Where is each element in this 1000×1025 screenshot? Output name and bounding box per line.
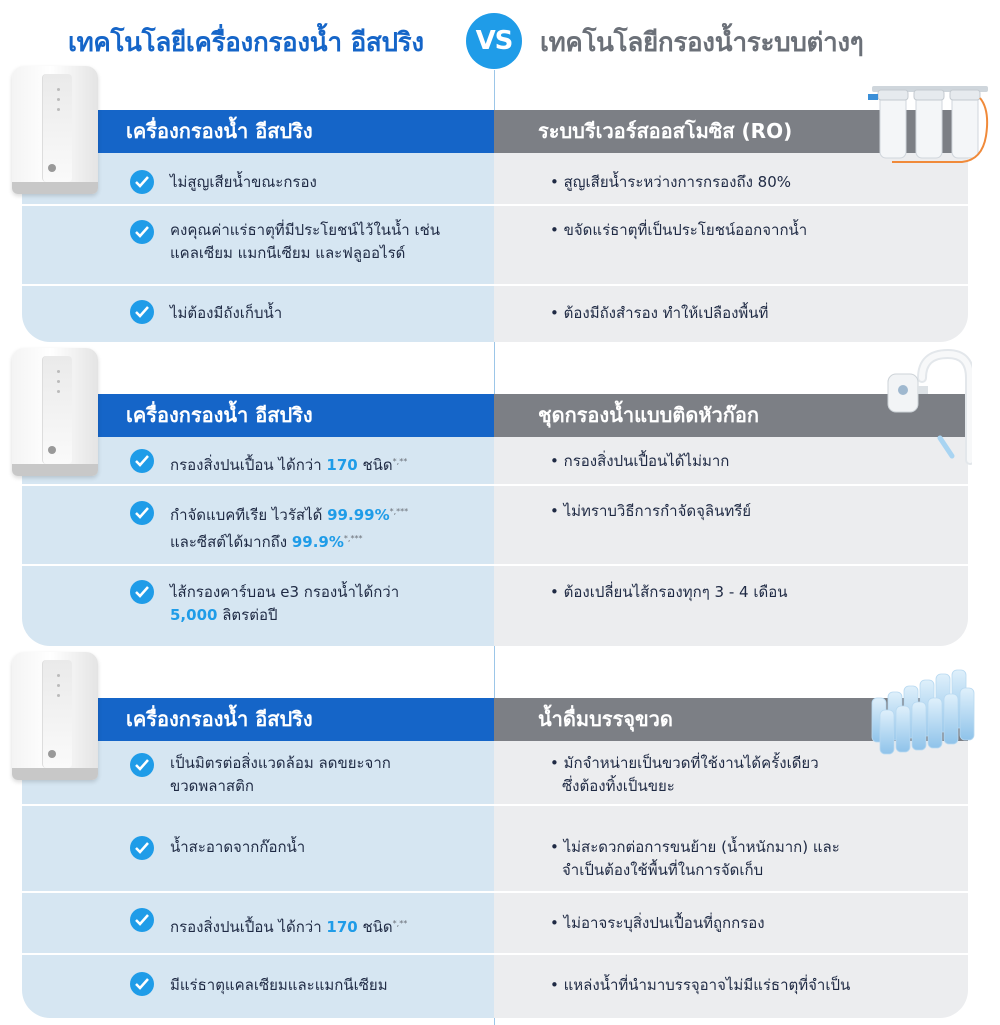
feature-text: ไม่ต้องมีถังเก็บน้ำ — [170, 304, 283, 322]
section-right-band: น้ำดื่มบรรจุขวด — [494, 698, 968, 741]
check-icon — [130, 580, 154, 604]
left-title: เทคโนโลยีเครื่องกรองน้ำ อีสปริง — [68, 28, 424, 58]
check-icon — [130, 972, 154, 996]
feature-text: คงคุณค่าแร่ธาตุที่มีประโยชน์ไว้ในน้ำ เช่น แคลเซียม แมกนีเซียม และฟลูออไรด์ — [170, 221, 441, 262]
section-ro — [22, 118, 968, 342]
espring-purifier-image — [12, 652, 98, 780]
section-bottled-water — [22, 706, 968, 1018]
compare-text: • ขจัดแร่ธาตุที่เป็นประโยชน์ออกจากน้ำ — [550, 221, 808, 239]
compare-text: • ไม่ทราบวิธีการกำจัดจุลินทรีย์ — [550, 502, 752, 520]
espring-purifier-image — [12, 66, 98, 194]
feature-text: กรองสิ่งปนเปื้อน ได้กว่า 170 ชนิด*,** — [170, 456, 408, 474]
compare-text: • ไม่สะดวกต่อการขนย้าย (น้ำหนักมาก) และ จำเป็นต้องใช้พื้นที่ในการจัดเก็บ — [550, 838, 840, 879]
bottled-water-image — [864, 664, 986, 762]
section-right-band: ชุดกรองน้ำแบบติดหัวก๊อก — [494, 394, 968, 437]
check-icon — [130, 501, 154, 525]
section-left-band: เครื่องกรองน้ำ อีสปริง — [96, 110, 494, 153]
feature-text: มีแร่ธาตุแคลเซียมและแมกนีเซียม — [170, 976, 388, 994]
check-icon — [130, 908, 154, 932]
feature-text: เป็นมิตรต่อสิ่งแวดล้อม ลดขยะจาก ขวดพลาสติก — [170, 754, 391, 795]
compare-text: • มักจำหน่ายเป็นขวดที่ใช้งานได้ครั้งเดียว ซึ่งต้องทิ้งเป็นขยะ — [550, 754, 819, 795]
compare-text: • แหล่งน้ำที่นำมาบรรจุอาจไม่มีแร่ธาตุที่จำเป็น — [550, 976, 851, 994]
check-icon — [130, 753, 154, 777]
header — [0, 0, 1000, 85]
section-tap-filter — [22, 402, 968, 646]
check-icon — [130, 300, 154, 324]
feature-text: ไม่สูญเสียน้ำขณะกรอง — [170, 173, 317, 191]
compare-text: • ต้องมีถังสำรอง ทำให้เปลืองพื้นที่ — [550, 304, 769, 322]
feature-text: น้ำสะอาดจากก๊อกน้ำ — [170, 838, 306, 856]
feature-text: กรองสิ่งปนเปื้อน ได้กว่า 170 ชนิด*,** — [170, 918, 408, 936]
feature-text: กำจัดแบคทีเรีย ไวรัสได้ 99.99%*,*** และซีสต์ได้มากถึง 99.9%*,*** — [170, 506, 409, 551]
section-right-band: ระบบรีเวอร์สออสโมซิส (RO) — [494, 110, 968, 153]
compare-text: • ไม่อาจระบุสิ่งปนเปื้อนที่ถูกกรอง — [550, 914, 765, 932]
check-icon — [130, 170, 154, 194]
right-title: เทคโนโลยีกรองน้ำระบบต่างๆ — [540, 28, 864, 58]
compare-text: • สูญเสียน้ำระหว่างการกรองถึง 80% — [550, 173, 792, 191]
section-left-band: เครื่องกรองน้ำ อีสปริง — [96, 698, 494, 741]
faucet-filter-image — [882, 348, 972, 466]
check-icon — [130, 220, 154, 244]
espring-purifier-image — [12, 348, 98, 476]
ro-system-image — [862, 80, 992, 166]
check-icon — [130, 836, 154, 860]
feature-text: ไส้กรองคาร์บอน e3 กรองน้ำได้กว่า 5,000 ลิตรต่อปี — [170, 583, 400, 624]
vs-badge: VS — [466, 13, 522, 69]
section-left-band: เครื่องกรองน้ำ อีสปริง — [96, 394, 494, 437]
compare-text: • กรองสิ่งปนเปื้อนได้ไม่มาก — [550, 452, 730, 470]
compare-text: • ต้องเปลี่ยนไส้กรองทุกๆ 3 - 4 เดือน — [550, 583, 788, 601]
check-icon — [130, 449, 154, 473]
